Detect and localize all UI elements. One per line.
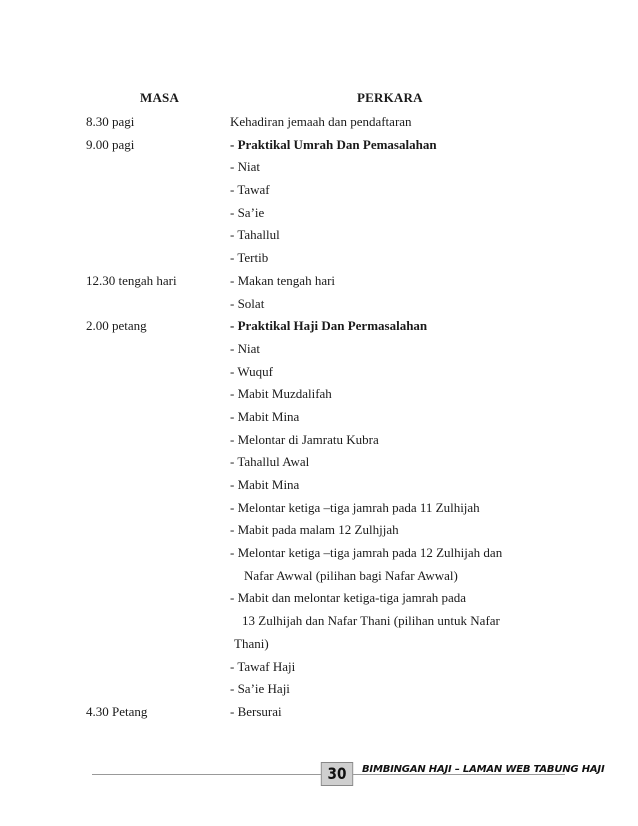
table-row (0, 338, 638, 361)
activity-cell: - Wuquf (230, 363, 273, 379)
table-row (0, 202, 638, 225)
activity-heading: - Praktikal Haji Dan Permasalahan (230, 318, 428, 334)
activity-cell: - Melontar ketiga –tiga jamrah pada 12 Zulhijah dan (230, 545, 503, 561)
table-row (0, 497, 638, 520)
table-row (0, 111, 638, 134)
table-row (0, 429, 638, 452)
table-row (0, 179, 638, 202)
time-cell: 2.00 petang (86, 318, 147, 334)
table-row (0, 156, 638, 179)
activity-cell: - Melontar ketiga –tiga jamrah pada 11 Zulhijah (230, 499, 480, 515)
activity-cell: - Melontar di Jamratu Kubra (230, 431, 379, 447)
time-cell: 12.30 tengah hari (86, 272, 177, 288)
activity-continuation: Nafar Awwal (pilihan bagi Nafar Awwal) (244, 567, 458, 583)
table-row (0, 383, 638, 406)
table-row (0, 701, 638, 724)
page-number-badge: 30 (321, 762, 353, 786)
activity-cell: - Tahallul Awal (230, 454, 310, 470)
activity-cell: - Niat (230, 340, 260, 356)
time-cell: 4.30 Petang (86, 703, 148, 719)
activity-continuation: 13 Zulhijah dan Nafar Thani (pilihan untuk Nafar (242, 613, 500, 629)
table-row (0, 678, 638, 701)
activity-cell: - Mabit Mina (230, 477, 300, 492)
column-header-masa: MASA (140, 90, 180, 105)
activity-cell: - Makan tengah hari (230, 272, 336, 288)
table-row (0, 565, 638, 588)
activity-cell: - Tahallul (230, 227, 280, 243)
column-header-perkara: PERKARA (357, 90, 423, 105)
activity-cell: Kehadiran jemaah dan pendaftaran (230, 114, 412, 129)
time-cell: 9.00 pagi (86, 136, 135, 152)
table-row (0, 224, 638, 247)
activity-cell: - Mabit Mina (230, 408, 300, 424)
activity-cell: - Tawaf (230, 182, 270, 198)
footer-title: BIMBINGAN HAJI – LAMAN WEB TABUNG HAJI (362, 764, 605, 775)
table-row (0, 451, 638, 474)
table-row (0, 293, 638, 316)
table-row (0, 519, 638, 542)
activity-heading: - Praktikal Umrah Dan Pemasalahan (230, 136, 437, 152)
activity-cell: - Tertib (230, 250, 269, 266)
activity-cell: - Sa’ie Haji (230, 681, 290, 697)
table-row (0, 361, 638, 384)
table-row (0, 587, 638, 610)
activity-cell: - Niat (230, 159, 260, 175)
table-row (0, 474, 638, 497)
activity-cell: - Bersurai (230, 703, 282, 719)
activity-cell: - Sa’ie (230, 204, 265, 220)
activity-continuation: Thani) (234, 635, 269, 651)
table-row (0, 270, 638, 293)
table-row (0, 315, 638, 338)
activity-cell: - Mabit pada malam 12 Zulhjjah (230, 522, 399, 538)
time-cell: 8.30 pagi (86, 114, 135, 129)
activity-cell: - Mabit Muzdalifah (230, 386, 332, 402)
activity-cell: - Mabit dan melontar ketiga-tiga jamrah pada (230, 590, 467, 606)
table-row (0, 542, 638, 565)
activity-cell: - Tawaf Haji (230, 658, 296, 674)
table-row (0, 610, 638, 633)
table-row (0, 656, 638, 679)
table-row (0, 247, 638, 270)
table-row (0, 633, 638, 656)
table-row (0, 406, 638, 429)
table-row (0, 134, 638, 157)
activity-cell: - Solat (230, 295, 265, 311)
schedule-rows (0, 111, 638, 724)
